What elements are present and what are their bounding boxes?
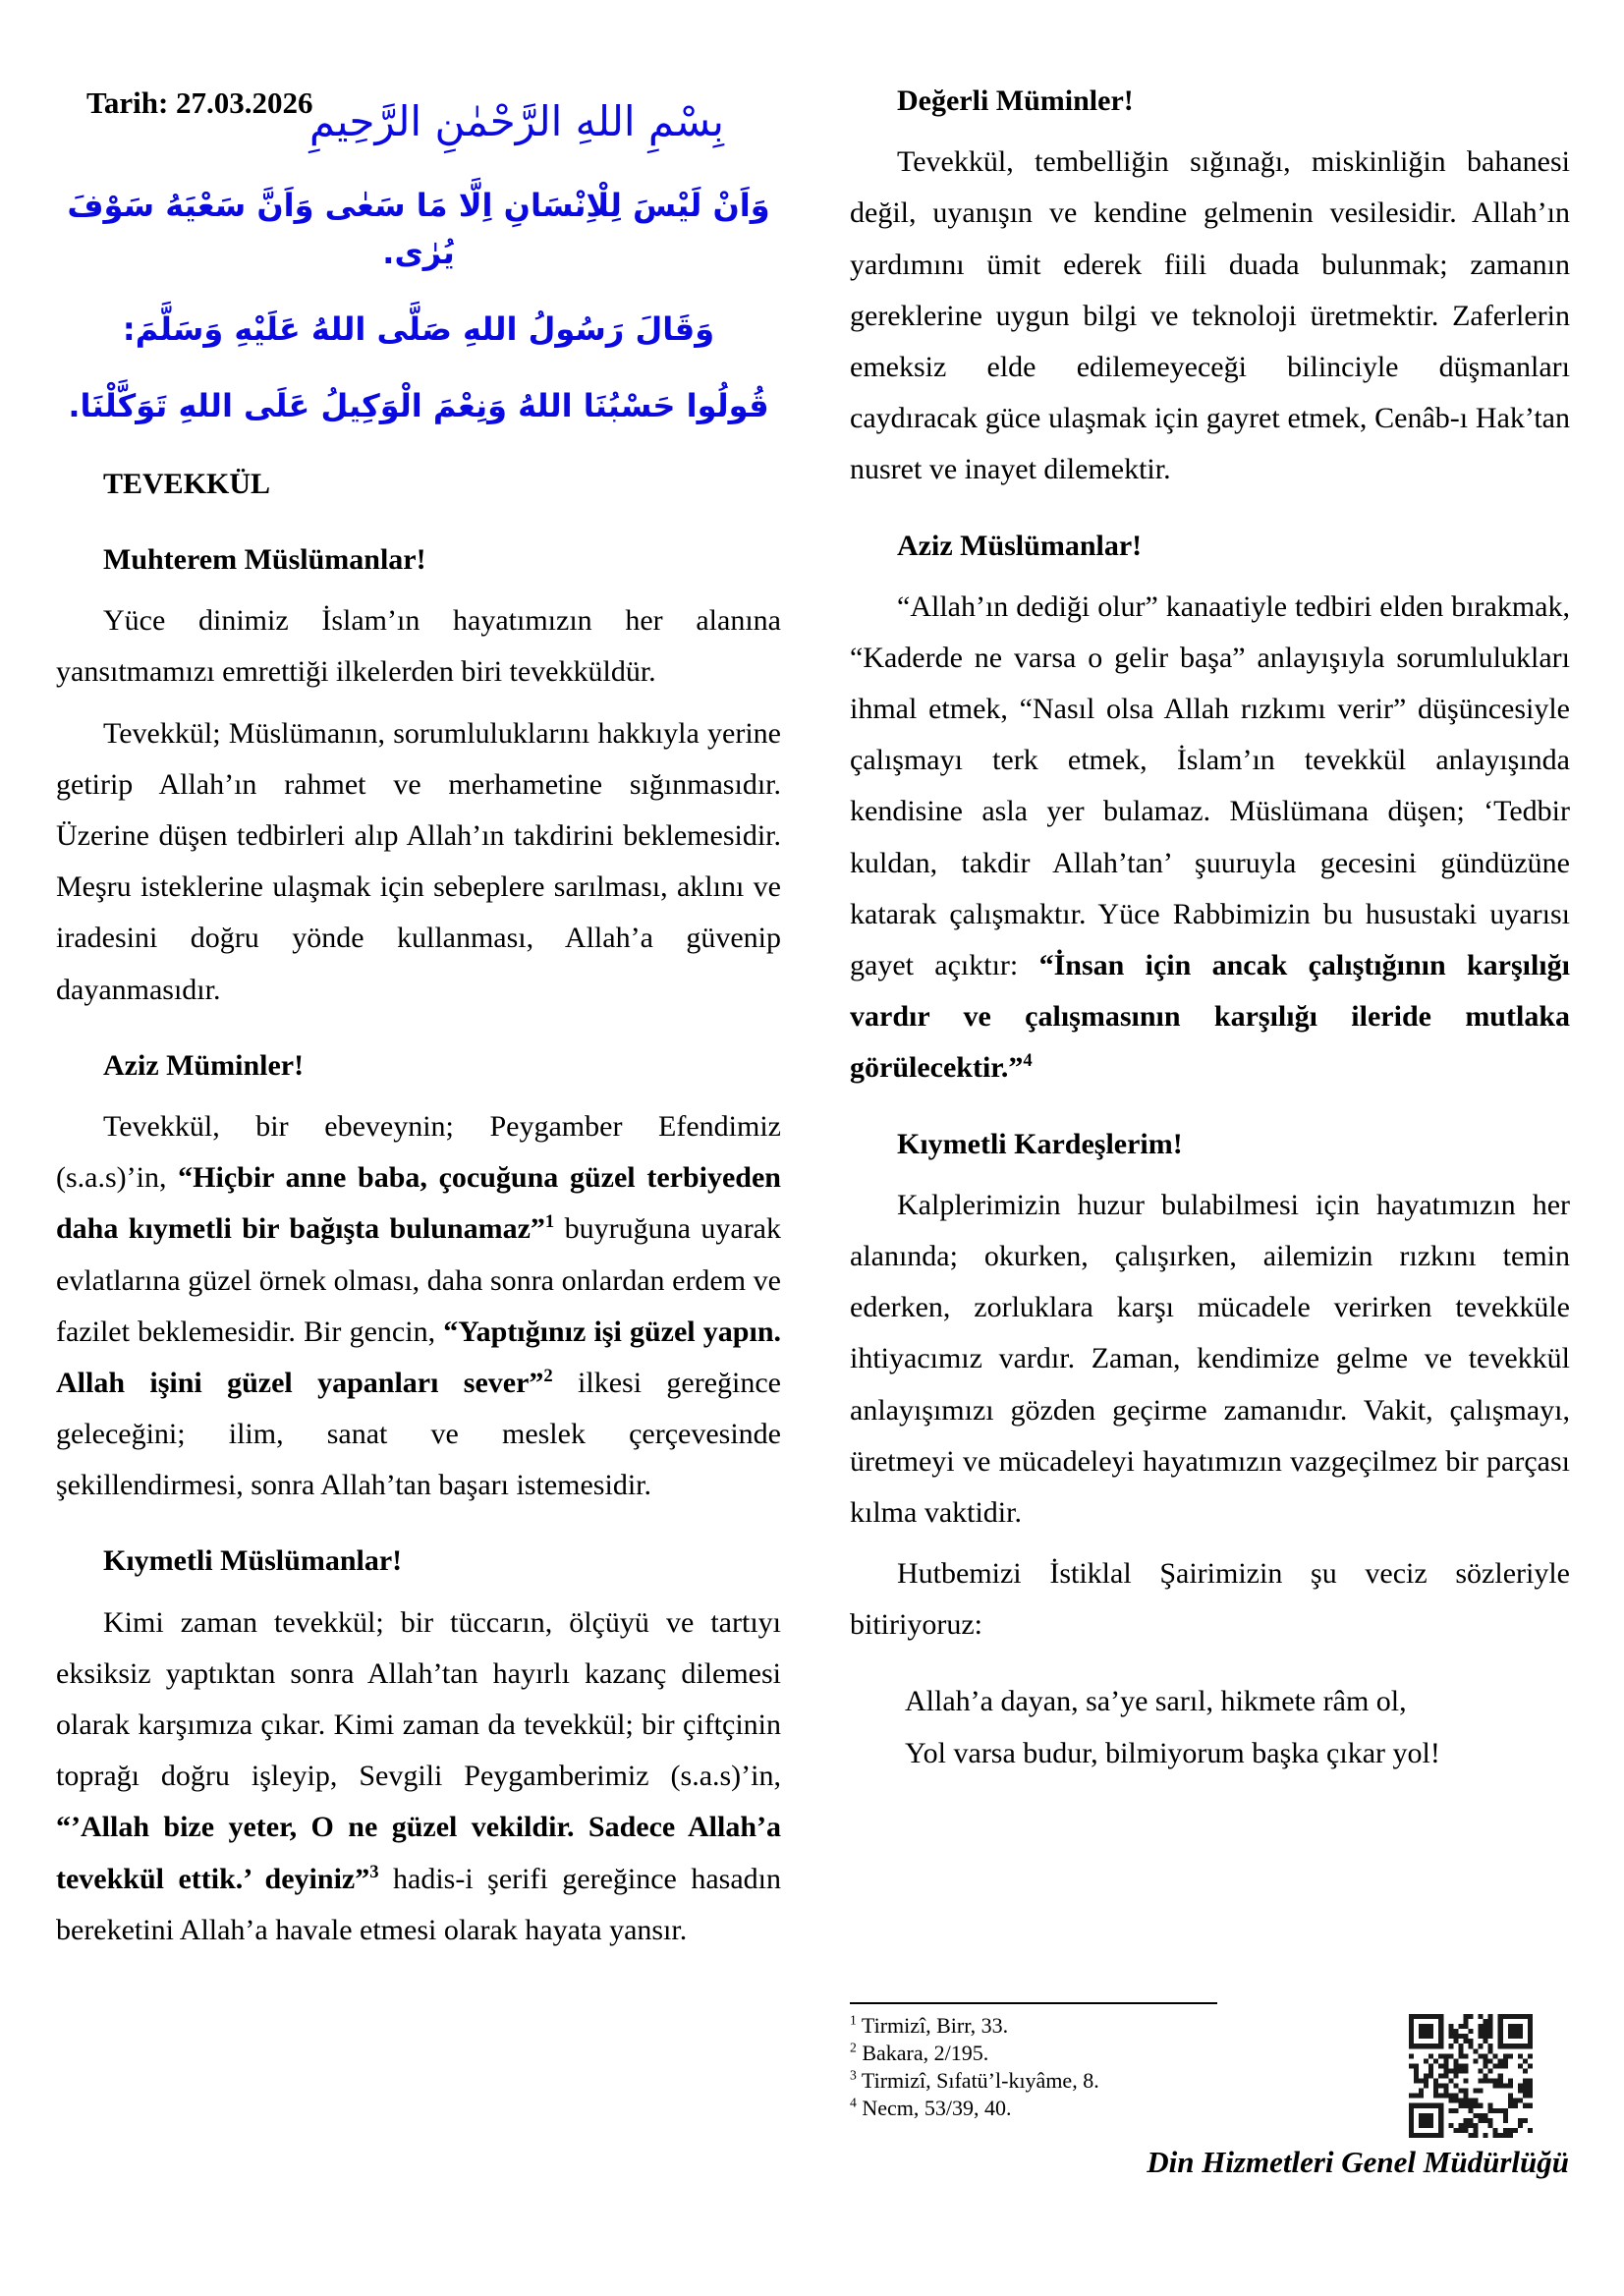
- footnote-separator: [850, 2002, 1217, 2004]
- text-segment: “Allah’ın dediği olur” kanaatiyle tedbiri elden bırakmak, “Kaderde ne varsa o gelir başa” anlayışıyla sorumlulukları ihmal etmek, “Nasıl olsa Allah rızkımı verir” düşüncesiyle çalışmayı terk etmek, İslam’ın tevekkül anlayışında kendisine asla yer bulamaz. Müslümana düşen; ‘Tedbir kuldan, takdir Allah’tan’ şuuruyla gecesini gündüzüne katarak çalışmaktır. Yüce Rabbimizin bu husustaki uyarısı gayet açıktır:: [850, 589, 1570, 981]
- text-segment: “’Allah bize yeter, O ne güzel vekildir. Sadece Allah’a tevekkül ettik.’ deyiniz”: [56, 1811, 781, 1895]
- footnote-text: Tirmizî, Sıfatü’l-kıyâme, 8.: [861, 2068, 1099, 2094]
- hadith-text-arabic: قُولُوا حَسْبُنَا اللهُ وَنِعْمَ الْوَكِيلُ عَلَى اللهِ تَوَكَّلْنَا.: [68, 386, 769, 424]
- section-heading: Değerli Müminler!: [897, 84, 1134, 117]
- footnote-text: Tirmizî, Birr, 33.: [861, 2013, 1009, 2038]
- paragraph: [850, 137, 1570, 495]
- text-segment: Tevekkül; Müslümanın, sorumluluklarını hakkıyla yerine getirip Allah’ın rahmet ve merhametine sığınmasıdır. Üzerine düşen tedbirleri alıp Allah’ın takdirini beklemesidir. Meşru isteklerine ulaşmak için sebeplere sarılması, aklını ve iradesini doğru yönde kullanması, Allah’a güvenip dayanmasıdır.: [56, 716, 781, 1006]
- footnotes-block: [850, 2012, 1400, 2123]
- hadith-intro-arabic: وَقَالَ رَسُولُ اللهِ صَلَّى اللهُ عَلَيْهِ وَسَلَّمَ:: [122, 309, 715, 348]
- poem-line: Yol varsa budur, bilmiyorum başka çıkar yol!: [905, 1736, 1440, 1769]
- footnote-number: 1: [850, 2012, 857, 2028]
- quran-verse-arabic: وَاَنْ لَيْسَ لِلْاِنْسَانِ اِلَّا مَا سَعٰى وَاَنَّ سَعْيَهُ سَوْفَ يُرٰى.: [67, 186, 770, 271]
- section-heading: Aziz Müminler!: [103, 1048, 305, 1082]
- footnote-marker: 4: [1023, 1050, 1033, 1072]
- poem-line: Allah’a dayan, sa’ye sarıl, hikmete râm ol,: [905, 1685, 1407, 1718]
- text-segment: buyruğuna uyarak evlatlarına güzel örnek olması, daha sonra onlardan erdem ve fazilet beklemesidir. Bir gencin,: [56, 1212, 781, 1348]
- paragraph: [850, 1548, 1570, 1651]
- poem-couplet: [850, 1676, 1570, 1778]
- right-column: [850, 51, 1570, 1779]
- text-segment: “Yaptığınız işi güzel yapın. Allah işini güzel yapanları sever”: [56, 1315, 781, 1399]
- paragraph: [56, 595, 781, 698]
- footer-signature: Din Hizmetleri Genel Müdürlüğü: [1147, 2145, 1569, 2179]
- qr-code: [1409, 2014, 1533, 2138]
- footnote: [850, 2012, 1400, 2040]
- footnote-marker: 2: [543, 1365, 553, 1386]
- footnote-number: 2: [850, 2040, 857, 2055]
- text-segment: hadis-i şerifi gereğince hasadın bereketini Allah’a havale etmesi olarak hayata yansır.: [56, 1862, 781, 1946]
- section-heading: TEVEKKÜL: [103, 467, 271, 500]
- footnote: [850, 2067, 1400, 2095]
- paragraph: [56, 1101, 781, 1512]
- text-segment: “İnsan için ancak çalıştığının karşılığı vardır ve çalışmasının karşılığı ileride mutlaka görülecektir.”: [850, 949, 1570, 1085]
- paragraph: [850, 582, 1570, 1094]
- footnote-marker: 1: [544, 1211, 555, 1233]
- section-heading: Aziz Müslümanlar!: [897, 529, 1143, 562]
- text-segment: “Hiçbir anne baba, çocuğuna güzel terbiyeden daha kıymetli bir bağışta bulunamaz”: [56, 1161, 781, 1246]
- footnote-number: 3: [850, 2067, 857, 2083]
- text-segment: Tevekkül, bir ebeveynin; Peygamber Efendimiz (s.a.s)’in,: [56, 1109, 781, 1195]
- footnote: [850, 2040, 1400, 2067]
- left-column-body: [56, 459, 781, 1956]
- arabic-quotes-block: [56, 92, 781, 429]
- paragraph: [850, 1180, 1570, 1539]
- footnote: [850, 2095, 1400, 2122]
- text-segment: Hutbemizi İstiklal Şairimizin şu veciz sözleriyle bitiriyoruz:: [850, 1557, 1570, 1642]
- basmala-calligraphy: بِسْمِ اللهِ الرَّحْمٰنِ الرَّحِيمِ: [308, 97, 724, 145]
- section-heading: Kıymetli Kardeşlerim!: [897, 1127, 1183, 1160]
- date-label: Tarih: 27.03.2026: [86, 85, 313, 120]
- paragraph: [56, 708, 781, 1016]
- text-segment: Kimi zaman tevekkül; bir tüccarın, ölçüyü ve tartıyı eksiksiz yaptıktan sonra Allah’tan hayırlı kazanç dilemesi olarak karşımıza çıkar. Kimi zaman da tevekkül; bir çiftçinin toprağı doğru işleyip, Sevgili Peygamberimiz (s.a.s)’in,: [56, 1605, 781, 1793]
- left-column: [56, 86, 781, 1966]
- right-column-body: [850, 76, 1570, 1779]
- section-heading: Kıymetli Müslümanlar!: [103, 1544, 403, 1578]
- section-heading: Muhterem Müslümanlar!: [103, 543, 426, 577]
- footnote-number: 4: [850, 2096, 857, 2111]
- text-segment: ilkesi gereğince geleceğini; ilim, sanat ve meslek çerçevesinde şekillendirmesi, sonra Allah’tan başarı istemesidir.: [56, 1366, 781, 1502]
- text-segment: Tevekkül, tembelliğin sığınağı, miskinliğin bahanesi değil, uyanışın ve kendine gelmenin vesilesidir. Allah’ın yardımını ümit ederek fiili duada bulunmak; zamanın gereklerine uygun bilgi ve teknoloji üretmektir. Zaferlerin emeksiz elde edilemeyeceği bilinciyle düşmanları caydıracak güce ulaşmak için gayret etmek, Cenâb-ı Hak’tan nusret ve inayet dilemektir.: [850, 145, 1570, 486]
- text-segment: Yüce dinimiz İslam’ın hayatımızın her alanına yansıtmamızı emrettiği ilkelerden biri tevekküldür.: [56, 604, 781, 689]
- footnote-text: Necm, 53/39, 40.: [862, 2096, 1012, 2121]
- footnote-text: Bakara, 2/195.: [862, 2041, 989, 2066]
- footnote-marker: 3: [369, 1861, 379, 1882]
- paragraph: [56, 1597, 781, 1956]
- text-segment: Kalplerimizin huzur bulabilmesi için hayatımızın her alanında; okurken, çalışırken, ailemizin rızkını temin ederken, zorluklara karşı mücadele verirken tevekküle ihtiyacımız vardır. Zaman, kendimize gelme ve tevekkül anlayışımızı gözden geçirme zamanıdır. Vakit, çalışmayı, üretmeyi ve mücadeleyi hayatımızın vazgeçilmez bir parçası kılma vaktidir.: [850, 1188, 1570, 1529]
